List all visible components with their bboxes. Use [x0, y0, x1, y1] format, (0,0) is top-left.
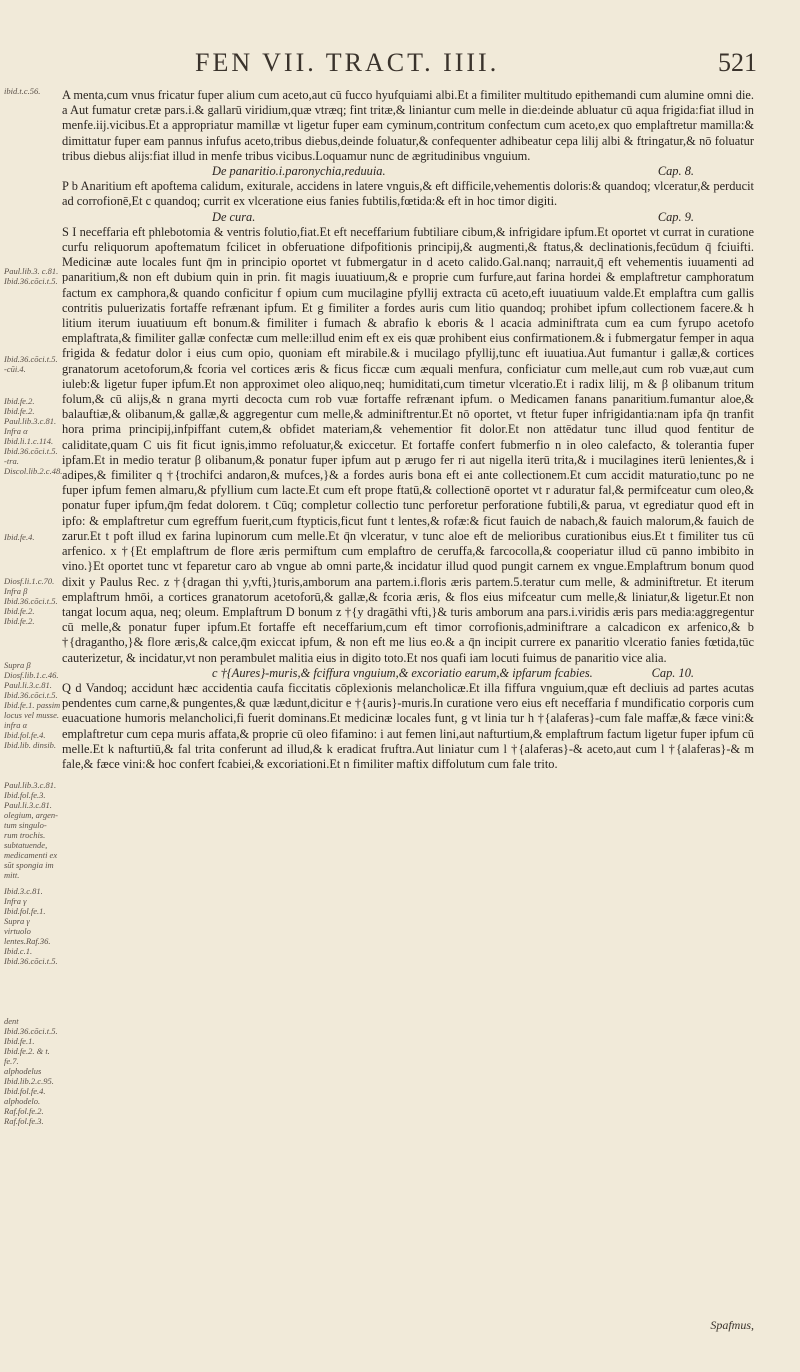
running-title: FEN VII. TRACT. IIII.	[195, 48, 500, 77]
section-heading	[62, 210, 754, 225]
catchword: Spafmus,	[710, 1318, 754, 1332]
section-title: c †{Aures}-muris,& fciffura vnguium,& excoriatio earum,& ipfarum fcabies.	[212, 665, 593, 680]
chapter-number: Cap. 10.	[651, 665, 694, 680]
margin-note: Ibid.fe.2. Ibid.fe.2. Paul.lib.3.c.81. Infra α Ibid.li.1.c.114. Ibid.36.cōci.t.5. -tra. Discol.lib.2.c.48.	[4, 396, 63, 476]
paragraph: A menta,cum vnus fricatur fuper alium cum aceto,aut cū fucco hyufquiami albi.Et a fimiliter multitudo epithemandi cum alumine omni die. a Aut fumatur cretæ pars.i.& gallarū viridium,quæ vtræq; fint tritæ,& liniantur cum melle in die:deinde abluatur cū aqua frigida:fiat illud in menfe.iij.vicibus.Et a appropriatur mamillæ vt ligetur fuper eam cyminum,contritum confectum cum aceto,ex quo emplaftretur mamilla:& dimittatur fuper eam pannus infufus aceto,tribus diebus,deinde foluatur,& confequenter adhibeatur cepa lilij albi & ftringatur,& nō foluatur tribus diebus alijs:fiat illud in menfe tribus vicibus.Loquamur nunc de ægritudinibus vnguium.	[62, 88, 754, 163]
paragraph: S I neceffaria eft phlebotomia & ventris folutio,fiat.Et eft neceffarium fubtiliare cibum,& infrigidare ipfum.Et oportet vt currat in curatione curfu reliquorum apoftematum fcilicet in obferuatione difpofitionis principij,& augmenti,& ftatus,& declinationis,fecūdum q̄ fciuifti. Medicinæ aute locales funt q̄m in principio oportet vt fubmergatur in d aceto calido.Gal.nanq; narrauit,q̄ eft vehementis iuuamenti ad panaritium,& non eft dubium quin in prin. fit magis iuuatiuum,& e proprie cum furfure,aut farina hordei & emplaftretur camphoratum factum ex camphora,& quando conficitur f opium cum mucilagine pfyllij extracta cū aceto,eft iuuatiuum valde.Et emplaftra cum gallis contritis puluerizatis fortaffe refrænant ipfum. Et g fimiliter a fordes auris cum litio quandoq; prohibet ipfum collectionem facere.& h litium iterum iuuatiuum eft bonum.& fimiliter i fumach & abrafio k eboris & l acacia adminiftrata cum ea cum fyrupo acetofo emplaftrata,& fimiliter gallæ confectæ cum melle:illud enim eft ex eis quæ prohibent eius confirmationem.& i fubmergatur femper in aqua frigida & fedatur dolor i eius cum opio, quoniam eft mirabile.& i mucilago pfyllij,tunc eft iuuatiua.Aut fumantur i gallæ,& cortices granatorum acetoforum,& fcoria vel cortices æris & ficus ficcæ cum æquali menfura, conficiatur cum melle,aut cum rob vuæ,aut cum iuleb:& ligetur fuper ipfum.Et non approximet oleo aliquo,neq; humiditati,cum timetur vlceratio.Et i radix lilij, m & β olibanum tritum folum,& cū alijs,& n grana myrti decocta cum rob vuæ fortaffe refrænant ipfum. o Medicamen fanans panaritium.fumantur aloe,& balauftiæ,& olibanum,& gallæ,& aggregentur cum melle,& adminiftrentur.Et nō oportet, vt ftetur fuper infrigidantia:nam ipfa q̄n tranfit hora prima principij,infpiffant cutem,& obfidet materiam,& vehementior fit dolor.Et non attēdatur tunc illud quod fentitur de caliditate,quam C uis fit ficut ignis,immo refoluatur,& exiccetur. Et fortaffe confert fubmerfio n in oleo calefacto, & tolerantia fuper ipfam.Et in medio teratur β olibanum,& ponatur fuper ipfum aut p ærugo fer ri aut nigella iterū trita,& i mucilagines iterū lenientes,& i adipes,& fimiliter q †{trochifci andaron,& mufces,}& a fordes auris bona eft ei ante collectionem.Et cum accidit maturatio,tunc po ne fuper ipfum femen almaru,& pfyllium cum lacte.Et cum eft prope ftatū,& collectionē oportet vt r aduratur fal,& permifceatur cum oleo,& ponatur fuper ipfum,q̄m fedat dolorem. t Cūq; completur collectio tunc perforetur perforatione fubtili,& parua, vt egrediatur quod eft in ipfo: & emplaftretur cum egreffum fuerit,cum ftypticis,ficut funt t lentes,& rofæ:& ficut fauich de nabach,& fauich malorum,& fauich de zarur.Et t poft illud ex farina lupinorum cum melle.Et q̄n vlceratur, v tunc aloe eft de melioribus curationibus eius.Et t fimiliter tus cū arfenico. x †{Et emplaftrum de flore æris permiftum cum emplaftro de ceruffa,& farcocolla,& cooperiatur illud cū panno imbibito in vino.}Et oportet tunc vt feparetur caro ab vngue ab omni parte,& incidatur illud quod pungit carnem ex vngue.Emplaftrum bonum quod dixit y Paulus Rec. z †{dragan thi y,vfti,}turis,amborum ana partem.i.floris æris partem.5.teratur cum melle, & adminiftretur. Et iterum emplaftrum hmōi, a cortices granatorum acetoforū,& gallæ,& fcoria æris, & flos eius mifceatur cum melle,& liniatur,& ligetur.Et non tangat locum aqua, neq; oleum. Emplaftrum D bonum z †{y dragāthi vfti,}& turis amborum ana pars.i.viridis æris pars media:aggregentur cū melle,& ponatur fuper ipfum.Et fortaffe eft neceffarium,cum eft timor corrofionis,adminiftrare a calcadicon ex arfenico,& b †{dragantho,}& flore æris,& calce,q̄m exiccat ipfum, & non eft me lius eo.& a q̄n incipit currere ex panaritio vlceratio fanies fœtida,tūc cauterizetur, & incidatur,vt non perambulet malitia eius in digito toto.Et nos quafi iam locuti fuimus de panaritio vice alia.	[62, 224, 754, 665]
margin-note: Ibid.fe.4.	[4, 532, 35, 542]
section-heading	[62, 666, 754, 681]
section-title: De panaritio.i.paronychia,reduuia.	[212, 164, 386, 179]
margin-note: Paul.lib.3. c.81. Ibid.36.cōci.t.5.	[4, 266, 59, 286]
main-text-column	[62, 88, 754, 772]
chapter-number: Cap. 8.	[657, 164, 694, 179]
margin-note: Diosf.li.1.c.70. Infra β Ibid.36.cōci.t.5. Ibid.fe.2. Ibid.fe.2.	[4, 576, 58, 626]
marginal-notes	[0, 86, 62, 1306]
chapter-number: Cap. 9.	[657, 209, 694, 224]
page-header	[0, 46, 800, 86]
margin-note: ibid.t.c.56.	[4, 86, 41, 96]
section-heading	[62, 164, 754, 179]
page-number: 521	[718, 48, 757, 77]
section-title: De cura.	[212, 209, 256, 224]
paragraph: Q d Vandoq; accidunt hæc accidentia caufa ficcitatis cōplexionis melancholicæ.Et illa fiffura vnguium,quæ eft decliuis ad partes acutas pendentes cum carne,& pungentes,& quæ lædunt,dicitur e †{auris}-muris.In curatione vero eius eft neceffaria f mundificatio corporis cum euacuatione humoris melancholici,fi fuerit dominans.Et medicinæ locales funt, g vt linia tur h †{alaferas}-cum fale maffæ,& fæce vini:& emplaftretur cum cepa muris affata,& proprie cū oleo fifamino: i aut femen lini,aut nafturtium,& emplaftrum factum ligetur fuper ipfum cū melle.Et k nafturtiū,& fal trita conferunt ad illud,& k eradicat fruftra.Aut liniatur cum l †{alaferas}-& aceto,aut cum l †{alaferas}-& m fale,& fæce vini:& hoc confert fcabiei,& excoriationi.Et n fimiliter maftix diffolutum cum fale trito.	[62, 680, 754, 771]
margin-note: Ibid.3.c.81. Infra γ Ibid.fol.fe.1. Supra γ virtuolo lentes.Raf.36. Ibid.c.1. Ibid.36.cōci.t.5.	[4, 886, 58, 966]
paragraph: P b Anaritium eft apoftema calidum, exiturale, accidens in latere vnguis,& eft difficile,vehementis doloris:& quandoq; vlceratur,& perducit ad corrofionē,Et c quandoq; currit ex vlceratione eius fanies fubtilis,fœtida:& eft in hoc timor digiti.	[62, 179, 754, 209]
margin-note: Paul.lib.3.c.81. Ibid.fol.fe.3. Paul.li.3.c.81. olegium, argen- tum singulo- rum trochis. subtatuende, medicamenti ex sūt spongia im mitt.	[4, 780, 58, 880]
margin-note: dent Ibid.36.cōci.t.5. Ibid.fe.1. Ibid.fe.2. & t. fe.7. alphodelus Ibid.lib.2.c.95. Ibid.fol.fe.4. alphodelo. Raf.fol.fe.2. Raf.fol.fe.3.	[4, 1016, 58, 1126]
margin-note: Supra β Diosf.lib.1.c.46. Paul.li.3.c.81. Ibid.36.cōci.t.5. Ibid.fe.1. passim locus vel musse. infra α Ibid.fol.fe.4. Ibid.lib. dinsib.	[4, 660, 61, 750]
margin-note: Ibid.36.cōci.t.5. -cūi.4.	[4, 354, 58, 374]
